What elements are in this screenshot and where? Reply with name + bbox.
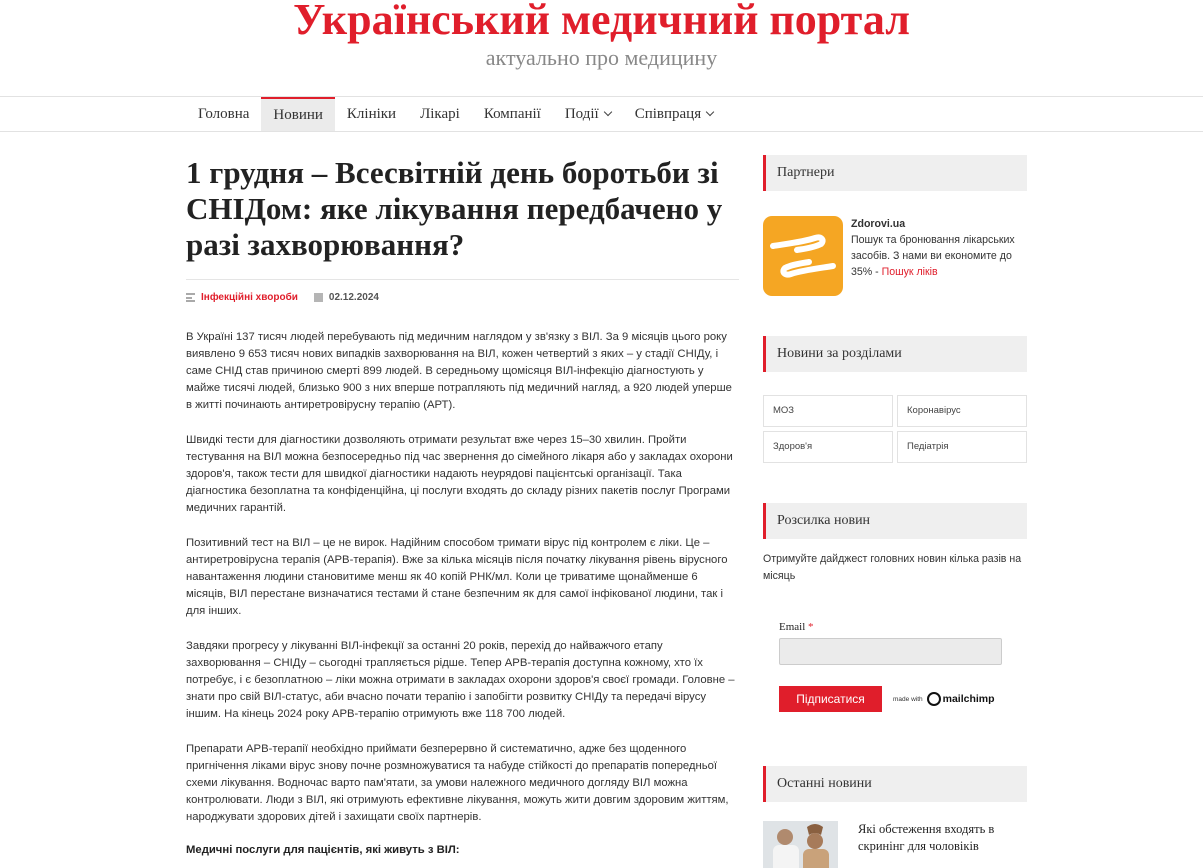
news-sections-title: Новини за розділами bbox=[763, 336, 1027, 372]
site-header bbox=[0, 0, 1203, 96]
article-paragraph: Швидкі тести для діагностики дозволяють отримати результат вже через 15–30 хвилин. Пройти тестування на ВІЛ можна безпосередньо під час звернення до сімейного лікаря або у закладах охорони здоров'я, також тести для швидкої діагностики надають неурядові пацієнтські організації. Така діагностика безоплатна та конфіденційна, ці послуги входять до складу різних пакетів послуг Програми медичних гарантій. bbox=[186, 434, 733, 514]
article-subheading: Медичні послуги для пацієнтів, які живуть з ВІЛ: bbox=[186, 844, 460, 856]
partner-card bbox=[763, 216, 1027, 296]
hands-icon bbox=[763, 216, 843, 296]
doctor-patient-image bbox=[763, 821, 838, 868]
news-sections-widget bbox=[763, 336, 1027, 463]
chevron-down-icon bbox=[603, 108, 611, 116]
category-pediatrics[interactable]: Педіатрія bbox=[897, 431, 1027, 463]
category-moz[interactable]: МОЗ bbox=[763, 395, 893, 427]
newsletter-title: Розсилка новин bbox=[763, 503, 1027, 539]
category-health[interactable]: Здоров'я bbox=[763, 431, 893, 463]
article-paragraph: Завдяки прогресу у лікуванні ВІЛ-інфекції за останні 20 років, перехід до найважчого етапу захворювання – СНІДу – сьогодні трапляється рідше. Тепер АРВ-терапія доступна кожному, хто їх потребує, і є безоплатною – ліки можна отримати в закладах охорони здоров'я своєї громади. Головне – знати про свій ВІЛ-статус, аби вчасно почати терапію і запобігти розвитку СНІДу та передачі вірусу іншим. На кінець 2024 року АРВ-терапію отримують вже 118 700 людей. bbox=[186, 640, 735, 720]
partners-title: Партнери bbox=[763, 155, 1027, 191]
article-paragraph: Позитивний тест на ВІЛ – це не вирок. Надійним способом тримати вірус під контролем є ліки. Це – антиретровірусна терапія (АРВ-терапія). Вже за кілька місяців після початку лікування рівень вірусного навантаження людини становитиме менш як 40 копій РНК/мл. Коли це триватиме щонайменше 6 місяців, ВІЛ перестане визначатися тестами й стане безпечним як для самої інфікованої людини, так і для інших. bbox=[186, 537, 728, 617]
nav-item-4[interactable] bbox=[472, 97, 553, 131]
nav-item-label: Новини bbox=[273, 107, 323, 123]
latest-news-headline[interactable]: Які обстеження входять в скринінг для чоловіків bbox=[858, 822, 995, 853]
article-meta bbox=[186, 292, 739, 303]
partner-name[interactable]: Zdorovi.ua bbox=[851, 218, 906, 230]
subscribe-button[interactable]: Підписатися bbox=[779, 686, 882, 712]
chevron-down-icon bbox=[706, 108, 714, 116]
partner-logo[interactable] bbox=[763, 216, 843, 296]
mailchimp-icon bbox=[927, 692, 941, 706]
category-link[interactable]: Інфекційні хвороби bbox=[201, 292, 298, 303]
latest-news-item[interactable] bbox=[763, 821, 1027, 868]
category-coronavirus[interactable]: Коронавірус bbox=[897, 395, 1027, 427]
nav-item-6[interactable] bbox=[623, 97, 725, 131]
sidebar bbox=[763, 155, 1027, 868]
nav-item-label: Компанії bbox=[483, 106, 541, 122]
latest-news-title: Останні новини bbox=[763, 766, 1027, 802]
email-input[interactable] bbox=[779, 638, 1002, 665]
email-label-text: Email bbox=[779, 621, 806, 633]
category-grid bbox=[763, 395, 1027, 463]
nav-item-label: Події bbox=[564, 106, 599, 122]
nav-item-1[interactable] bbox=[261, 97, 335, 131]
required-mark: * bbox=[808, 621, 814, 633]
partner-description: Пошук та бронювання лікарських засобів. З нами ви економите до 35% - bbox=[851, 234, 1015, 278]
latest-news-widget bbox=[763, 766, 1027, 868]
made-with-label: made with bbox=[893, 695, 923, 703]
article-date: 02.12.2024 bbox=[328, 292, 379, 303]
article-title: 1 грудня – Всесвітній день боротьби зі СНІДом: яке лікування передбачено у разі захворювання? bbox=[186, 155, 723, 262]
article bbox=[186, 155, 739, 856]
nav-menu bbox=[186, 97, 725, 131]
partner-description-block bbox=[851, 216, 1027, 296]
newsletter-widget bbox=[763, 503, 1027, 712]
partners-widget bbox=[763, 155, 1027, 296]
nav-item-label: Лікарі bbox=[420, 106, 460, 122]
nav-item-0[interactable] bbox=[186, 97, 261, 131]
calendar-icon bbox=[314, 293, 323, 302]
article-paragraph: В Україні 137 тисяч людей перебувають під медичним наглядом у зв'язку з ВІЛ. За 9 місяців цього року виявлено 9 653 тисяч нових випадків захворювання на ВІЛ, кожен четвертий з яких – у стадії СНІДу, і саме СНІД став причиною смерті 899 людей. В середньому щомісяця ВІЛ-інфекцію діагностують у майже тисячі людей, близько 900 з них вперше потрапляють під медичний нагляд, а 920 людей уперше в житті починають антиретровірусну терапію (АРТ). bbox=[186, 331, 732, 411]
site-tagline: актуально про медицину bbox=[485, 45, 718, 70]
newsletter-description: Отримуйте дайджест головних новин кілька разів на місяць bbox=[763, 553, 1022, 582]
latest-news-thumbnail[interactable] bbox=[763, 821, 838, 868]
subscribe-row bbox=[779, 686, 1027, 712]
mailchimp-text: mailchimp bbox=[942, 693, 995, 705]
site-title[interactable]: Український медичний портал bbox=[293, 0, 910, 44]
nav-item-5[interactable] bbox=[553, 97, 623, 131]
article-paragraph: Препарати АРВ-терапії необхідно приймати безперервно й систематично, адже без щоденного пригнічення ліками вірус знову почне розмножуватися та набуде стійкості до препаратів попередньої схеми лікування. Водночас варто пам'ятати, за умови належного медичного догляду ВІЛ можна контролювати. Люди з ВІЛ, які отримують ефективне лікування, можуть жити довгим здоровим життям, народжувати здорових дітей і захищати своїх партнерів. bbox=[186, 743, 729, 823]
nav-item-2[interactable] bbox=[335, 97, 408, 131]
email-label bbox=[779, 621, 1027, 633]
category-icon bbox=[186, 293, 196, 302]
mailchimp-logo[interactable] bbox=[927, 692, 995, 706]
nav-item-label: Співпраця bbox=[634, 106, 702, 122]
nav-item-3[interactable] bbox=[408, 97, 472, 131]
partner-link[interactable]: Пошук ліків bbox=[881, 266, 938, 278]
nav-item-label: Клініки bbox=[346, 106, 397, 122]
main-nav bbox=[0, 96, 1203, 132]
nav-item-label: Головна bbox=[198, 106, 250, 122]
title-divider bbox=[186, 279, 739, 280]
